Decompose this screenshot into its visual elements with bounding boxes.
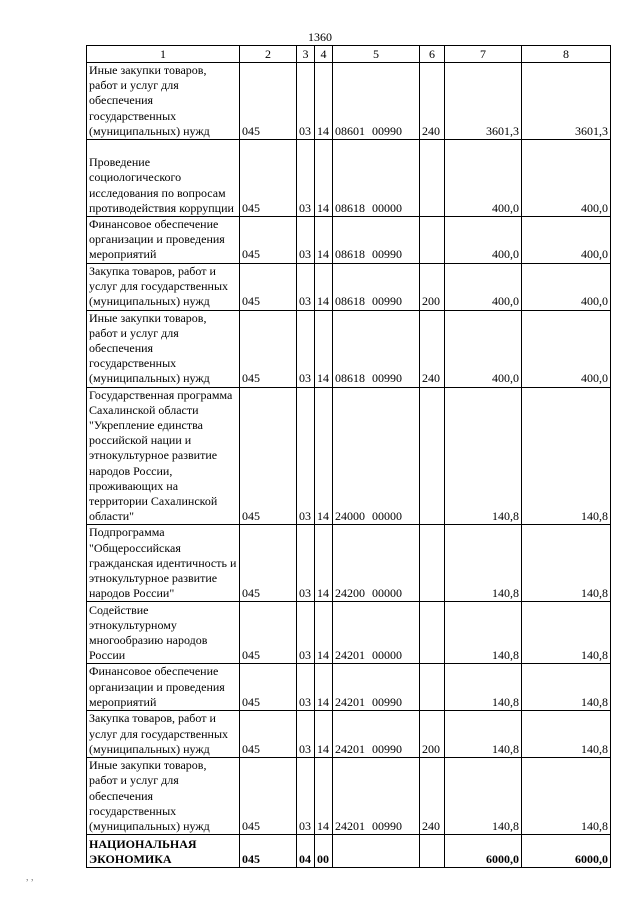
amount-cell: 400,0 xyxy=(522,217,611,264)
section-code-cell: 03 xyxy=(297,217,315,264)
target-article-cell: 08618 00000 xyxy=(333,140,420,217)
header-row xyxy=(87,46,611,63)
target-article-cell: 24000 00000 xyxy=(333,387,420,525)
amount-cell: 3601,3 xyxy=(445,63,522,140)
section-code-cell: 03 xyxy=(297,387,315,525)
row-name-cell: НАЦИОНАЛЬНАЯ ЭКОНОМИКА xyxy=(87,835,240,868)
amount-cell: 140,8 xyxy=(445,711,522,758)
row-name-cell: Иные закупки товаров, работ и услуг для обеспечения государственных (муниципальных) нужд xyxy=(87,310,240,387)
column-header: 7 xyxy=(445,46,522,63)
row-name-cell: Подпрограмма "Общероссийская гражданская идентичность и этнокультурное развитие народов России" xyxy=(87,525,240,602)
section-code-cell: 03 xyxy=(297,664,315,711)
target-article-cell: 08618 00990 xyxy=(333,310,420,387)
expense-type-cell xyxy=(420,664,445,711)
expense-type-cell: 200 xyxy=(420,263,445,310)
amount-cell: 6000,0 xyxy=(522,835,611,868)
table-row xyxy=(87,140,611,217)
amount-cell: 140,8 xyxy=(445,758,522,835)
target-article-cell: 08618 00990 xyxy=(333,263,420,310)
section-code-cell: 03 xyxy=(297,63,315,140)
column-header: 1 xyxy=(87,46,240,63)
subsection-code-cell: 14 xyxy=(315,63,333,140)
admin-code-cell: 045 xyxy=(240,310,297,387)
target-article-cell xyxy=(333,835,420,868)
table-row xyxy=(87,835,611,868)
page-number: 1360 xyxy=(308,30,332,44)
target-article-cell: 24201 00990 xyxy=(333,664,420,711)
expense-type-cell xyxy=(420,525,445,602)
subsection-code-cell: 14 xyxy=(315,602,333,664)
amount-cell: 400,0 xyxy=(522,310,611,387)
expense-type-cell xyxy=(420,602,445,664)
amount-cell: 140,8 xyxy=(445,387,522,525)
expense-type-cell xyxy=(420,387,445,525)
subsection-code-cell: 14 xyxy=(315,711,333,758)
amount-cell: 400,0 xyxy=(445,310,522,387)
expense-type-cell: 240 xyxy=(420,310,445,387)
table-row xyxy=(87,263,611,310)
section-code-cell: 03 xyxy=(297,310,315,387)
admin-code-cell: 045 xyxy=(240,525,297,602)
admin-code-cell: 045 xyxy=(240,217,297,264)
subsection-code-cell: 14 xyxy=(315,217,333,264)
row-name-cell: Содействие этнокультурному многообразию народов России xyxy=(87,602,240,664)
table-row xyxy=(87,664,611,711)
row-name-cell: Финансовое обеспечение организации и проведения мероприятий xyxy=(87,217,240,264)
expense-type-cell: 240 xyxy=(420,758,445,835)
amount-cell: 6000,0 xyxy=(445,835,522,868)
amount-cell: 140,8 xyxy=(522,387,611,525)
section-code-cell: 03 xyxy=(297,602,315,664)
column-header: 6 xyxy=(420,46,445,63)
target-article-cell: 24201 00990 xyxy=(333,711,420,758)
admin-code-cell: 045 xyxy=(240,263,297,310)
target-article-cell: 24201 00000 xyxy=(333,602,420,664)
table-row xyxy=(87,525,611,602)
amount-cell: 400,0 xyxy=(445,140,522,217)
admin-code-cell: 045 xyxy=(240,602,297,664)
subsection-code-cell: 14 xyxy=(315,140,333,217)
amount-cell: 400,0 xyxy=(445,217,522,264)
expense-type-cell xyxy=(420,217,445,264)
row-name-cell: Финансовое обеспечение организации и проведения мероприятий xyxy=(87,664,240,711)
admin-code-cell: 045 xyxy=(240,387,297,525)
column-header: 4 xyxy=(315,46,333,63)
row-name-cell: Проведение социологического исследования по вопросам противодействия коррупции xyxy=(87,140,240,217)
row-name-cell: Закупка товаров, работ и услуг для государственных (муниципальных) нужд xyxy=(87,263,240,310)
amount-cell: 140,8 xyxy=(445,525,522,602)
column-header: 2 xyxy=(240,46,297,63)
admin-code-cell: 045 xyxy=(240,758,297,835)
amount-cell: 140,8 xyxy=(522,525,611,602)
table-row xyxy=(87,217,611,264)
section-code-cell: 03 xyxy=(297,711,315,758)
budget-table xyxy=(86,45,611,868)
column-header: 8 xyxy=(522,46,611,63)
target-article-cell: 24200 00000 xyxy=(333,525,420,602)
scan-mark: , , xyxy=(26,872,34,883)
amount-cell: 140,8 xyxy=(522,711,611,758)
amount-cell: 3601,3 xyxy=(522,63,611,140)
table-row xyxy=(87,602,611,664)
section-code-cell: 03 xyxy=(297,758,315,835)
section-code-cell: 03 xyxy=(297,263,315,310)
expense-type-cell: 240 xyxy=(420,63,445,140)
target-article-cell: 24201 00990 xyxy=(333,758,420,835)
table-row xyxy=(87,387,611,525)
expense-type-cell xyxy=(420,140,445,217)
row-name-cell: Закупка товаров, работ и услуг для государственных (муниципальных) нужд xyxy=(87,711,240,758)
table-row xyxy=(87,711,611,758)
subsection-code-cell: 14 xyxy=(315,758,333,835)
column-header: 5 xyxy=(333,46,420,63)
expense-type-cell: 200 xyxy=(420,711,445,758)
amount-cell: 140,8 xyxy=(445,602,522,664)
table-row xyxy=(87,310,611,387)
amount-cell: 140,8 xyxy=(445,664,522,711)
column-header: 3 xyxy=(297,46,315,63)
subsection-code-cell: 00 xyxy=(315,835,333,868)
admin-code-cell: 045 xyxy=(240,63,297,140)
amount-cell: 400,0 xyxy=(445,263,522,310)
section-code-cell: 03 xyxy=(297,525,315,602)
amount-cell: 140,8 xyxy=(522,602,611,664)
amount-cell: 140,8 xyxy=(522,758,611,835)
subsection-code-cell: 14 xyxy=(315,525,333,602)
target-article-cell: 08601 00990 xyxy=(333,63,420,140)
admin-code-cell: 045 xyxy=(240,835,297,868)
amount-cell: 400,0 xyxy=(522,263,611,310)
amount-cell: 140,8 xyxy=(522,664,611,711)
admin-code-cell: 045 xyxy=(240,711,297,758)
target-article-cell: 08618 00990 xyxy=(333,217,420,264)
section-code-cell: 04 xyxy=(297,835,315,868)
row-name-cell: Иные закупки товаров, работ и услуг для обеспечения государственных (муниципальных) нужд xyxy=(87,63,240,140)
subsection-code-cell: 14 xyxy=(315,263,333,310)
section-code-cell: 03 xyxy=(297,140,315,217)
table-row xyxy=(87,63,611,140)
subsection-code-cell: 14 xyxy=(315,664,333,711)
row-name-cell: Иные закупки товаров, работ и услуг для обеспечения государственных (муниципальных) нужд xyxy=(87,758,240,835)
expense-type-cell xyxy=(420,835,445,868)
subsection-code-cell: 14 xyxy=(315,387,333,525)
amount-cell: 400,0 xyxy=(522,140,611,217)
row-name-cell: Государственная программа Сахалинской области "Укрепление единства российской нации и этнокультурное развитие народов России, проживающих на территории Сахалинской области" xyxy=(87,387,240,525)
subsection-code-cell: 14 xyxy=(315,310,333,387)
admin-code-cell: 045 xyxy=(240,664,297,711)
admin-code-cell: 045 xyxy=(240,140,297,217)
table-row xyxy=(87,758,611,835)
